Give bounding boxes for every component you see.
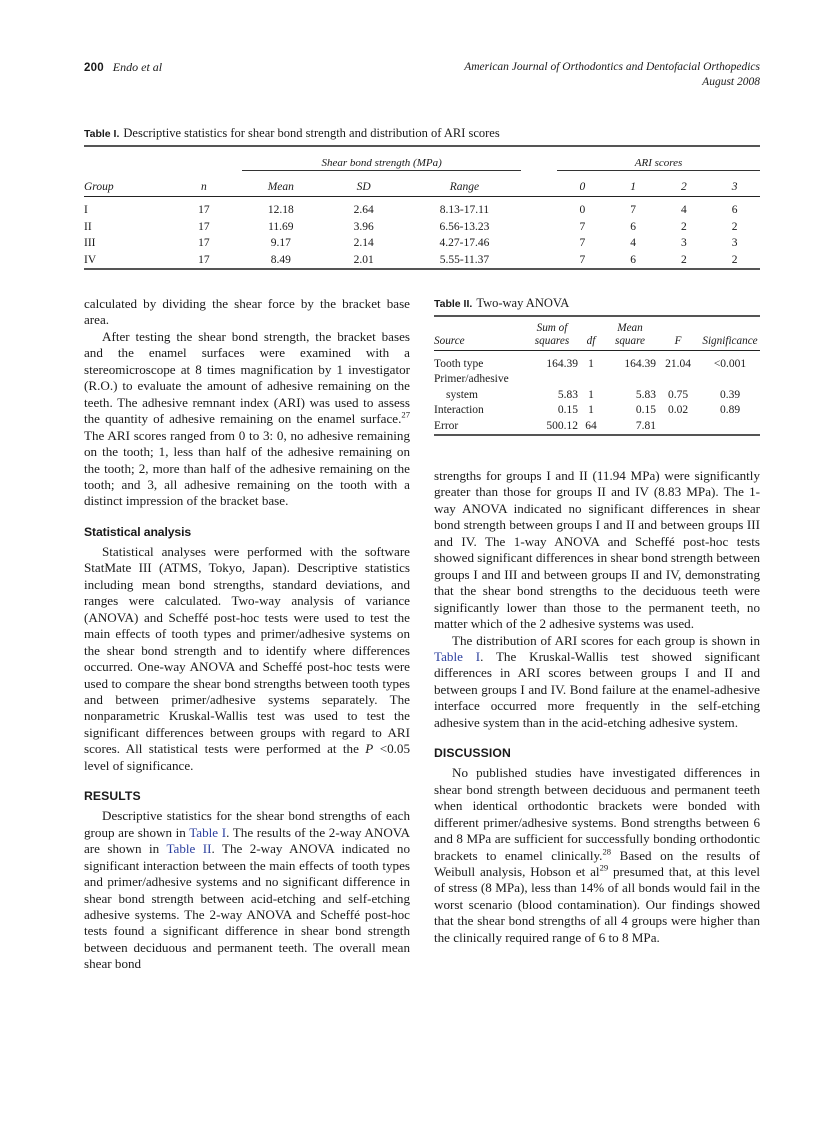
paragraph-anova-results: strengths for groups I and II (11.94 MPa) were significantly greater than those for groups II and IV (8.83 MPa). The 1-way ANOVA indicated no significant differences in shear bond strength between groups I and II and between groups III and IV. The 1-way ANOVA and Scheffé post-hoc tests showed significant differences in shear bond strength between groups I and III and between groups II and IV, demonstrating that the shear bond strengths to the deciduous teeth were significantly lower than those to the permanent teeth, no matter which of the 2 adhesive systems was used. (434, 468, 760, 632)
table-2-col-significance: Significance (702, 334, 758, 347)
para-results-b: . The results of the 2-way ANOVA are shown in (84, 824, 410, 857)
table-2-r1-ss (526, 372, 578, 388)
table-1-r3-ari0: 7 (579, 253, 586, 266)
table-2-r0-source: Tooth type (434, 357, 484, 370)
paragraph-discussion (434, 765, 760, 946)
para-ari-part-a: After testing the shear bond strength, the bracket bases and the enamel surfaces were examined with a stereomicroscope at 8 times magnification by 1 investigator (R.O.) to evaluate the amount of adhesive remaining on the teeth. The adhesive remnant index (ARI) was used to assess the quantity of adhesive remaining on the enamel surface. (84, 328, 410, 427)
journal-page (84, 0, 760, 1122)
table-row (434, 356, 760, 372)
table-1-group-ari: ARI scores (557, 152, 760, 171)
table-2-r4-f (656, 418, 700, 435)
table-1-r1-group: II (84, 220, 92, 233)
table-2-r4-source: Error (434, 419, 459, 432)
paragraph-ari-definition (84, 329, 410, 510)
heading-discussion: DISCUSSION (434, 746, 511, 761)
citation-29: 29 (599, 862, 609, 873)
table-1-col-ari2: 2 (680, 181, 687, 193)
table-2-col-ms-line1: Mean (617, 322, 643, 334)
table-1-r1-n: 17 (198, 220, 210, 233)
xref-table-1[interactable]: Table I (434, 648, 481, 664)
table-1-r0-mean: 12.18 (267, 204, 294, 217)
para-stat-main: Statistical analyses were performed with the software StatMate III (ATMS, Tokyo, Japan). Descriptive statistics including mean bond strengths, standard deviations, and ranges were calculated. Two-way analysis of variance (ANOVA) and Scheffé post-hoc tests were used to test the main effects of tooth types and primer/adhesive systems on the shear bond strength and to identify where differences occurred. One-way ANOVA and Scheffé post-hoc tests were used to compare the shear bond strengths between tooth types and between primer/adhesive systems separately. The nonparametric Kruskal-Wallis test was used to test the significant differences between groups with regard to ARI scores. All statistical tests were performed at the (84, 543, 410, 757)
citation-28: 28 (602, 846, 612, 857)
table-1-r3-ari1: 6 (630, 253, 637, 266)
table-1-r1-range: 6.56-13.23 (439, 220, 490, 233)
table-row (434, 387, 760, 403)
table-2-caption-text: Two-way ANOVA (476, 296, 570, 310)
table-2-col-ms-line2: square (614, 334, 646, 347)
table-1-r0-ari0: 0 (579, 204, 586, 217)
table-2-r1-ms (604, 372, 656, 388)
table-1-group-shear: Shear bond strength (MPa) (242, 152, 521, 171)
para-ari-part-b: The ARI scores ranged from 0 to 3: 0, no adhesive remaining on the tooth; 1, less than half of the adhesive remaining on the tooth; 2, more than half of the adhesive remaining on the tooth; and 3, all adhesive remaining on the tooth with a distinct impression of the bracket base. (84, 427, 410, 509)
paragraph-continued: calculated by dividing the shear force by the bracket base area. (84, 296, 410, 328)
table-1-col-range: Range (449, 181, 480, 193)
table-2-bottom-rule (434, 435, 760, 441)
table-1-r2-mean: 9.17 (270, 237, 291, 250)
table-2-col-f: F (674, 334, 682, 347)
table-2-col-ss-line1: Sum of (536, 322, 568, 334)
table-2-r1-source: Primer/adhesive (434, 373, 509, 386)
table-1-col-group: Group (84, 181, 114, 193)
table-row (84, 235, 760, 252)
running-head-authors: Endo et al (112, 60, 163, 74)
table-1-r2-ari1: 4 (630, 237, 637, 250)
table-1-r1-ari2: 2 (680, 220, 687, 233)
table-2-r3-ss: 0.15 (557, 404, 578, 417)
table-1-r2-ari0: 7 (579, 237, 586, 250)
issue-date: August 2008 (702, 76, 760, 88)
table-2-r0-f: 21.04 (665, 357, 691, 370)
heading-results: RESULTS (84, 789, 141, 804)
table-1-r0-range: 8.13-17.11 (439, 204, 490, 217)
citation-27: 27 (401, 409, 410, 420)
table-1-r3-range: 5.55-11.37 (439, 253, 490, 266)
table-2-r0-ss: 164.39 (546, 357, 578, 370)
table-2-r2-ms: 5.83 (635, 388, 656, 401)
table-2-r2-f: 0.75 (667, 388, 689, 401)
table-2-r4-ms: 7.81 (635, 419, 656, 432)
table-1-r3-mean: 8.49 (270, 253, 291, 266)
table-1-r0-sd: 2.64 (353, 204, 374, 217)
para-disc-c: presumed that, at this level of stress (8 MPa), less than 14% of all bonds would fail in the worst scenario (blood contamination). Our findings showed that the shear bond strengths of all 4 groups were higher than the clinically required range of 6 to 8 MPa. (434, 863, 760, 945)
table-2-col-ss-line2: squares (534, 334, 570, 347)
table-row (84, 252, 760, 270)
table-2-col-mean-square (604, 322, 656, 351)
table-2-r1-f (656, 372, 700, 388)
table-1-group-header-row (84, 152, 760, 171)
table-1-r3-sd: 2.01 (353, 253, 374, 266)
table-1-column-header-row (84, 171, 760, 197)
xref-table-1[interactable]: Table I (189, 824, 227, 840)
paragraph-ari-distribution (434, 633, 760, 732)
running-head-right (464, 60, 760, 90)
table-1-r0-ari2: 4 (680, 204, 687, 217)
table-1-r2-range: 4.27-17.46 (439, 237, 490, 250)
table-1-label: Table I. (84, 128, 120, 140)
table-2-col-source: Source (434, 334, 465, 347)
table-1-r0-n: 17 (198, 204, 210, 217)
table-1-col-mean: Mean (267, 181, 294, 193)
table-2-label: Table II. (434, 298, 473, 310)
table-1-r1-ari0: 7 (579, 220, 586, 233)
table-1-col-ari1: 1 (630, 181, 637, 193)
table-1-r2-sd: 2.14 (353, 237, 374, 250)
table-1-r3-ari2: 2 (680, 253, 687, 266)
table-2-r0-ms: 164.39 (624, 357, 656, 370)
table-2-r2-df: 1 (588, 388, 594, 401)
para-stat-end: <0.05 level of significance. (84, 741, 410, 773)
table-1-r2-ari3: 3 (731, 237, 738, 250)
running-head (84, 60, 760, 100)
table-1-r2-group: III (84, 237, 96, 250)
table-2-r2-ss: 5.83 (557, 388, 578, 401)
table-2-r3-source: Interaction (434, 404, 484, 417)
table-1-col-ari3: 3 (731, 181, 738, 193)
table-2-col-df: df (586, 334, 596, 347)
paragraph-results (84, 808, 410, 973)
table-2-caption (434, 296, 760, 311)
table-1-r1-ari1: 6 (630, 220, 637, 233)
xref-table-2[interactable]: Table II (166, 841, 212, 857)
para-ari-dist-b: . The Kruskal-Wallis test showed significant differences in ARI scores between groups I and II and between groups I and IV. Bond failure at the enamel-adhesive interface occurred more frequently in the self-etching adhesive system than in the acid-etching adhesive system. (434, 648, 760, 730)
table-1-col-sd: SD (356, 181, 371, 193)
table-row (434, 418, 760, 435)
table-row (84, 219, 760, 236)
table-1-caption (84, 126, 760, 141)
table-2-col-sum-of-squares (526, 322, 578, 351)
table-row (84, 202, 760, 219)
table-2-container (434, 296, 760, 441)
table-1-r2-n: 17 (198, 237, 210, 250)
table-2-column-header-row (434, 322, 760, 351)
table-1-r0-ari1: 7 (630, 204, 637, 217)
table-2-r3-sig: 0.89 (719, 404, 741, 417)
heading-statistical-analysis: Statistical analysis (84, 524, 192, 539)
para-disc-b: Based on the results of Weibull analysis, Hobson et al (434, 847, 760, 879)
table-2-r3-f: 0.02 (667, 404, 689, 417)
table-1-caption-text: Descriptive statistics for shear bond strength and distribution of ARI scores (123, 126, 500, 140)
table-1-r2-ari2: 3 (680, 237, 687, 250)
table-1-r3-group: IV (84, 253, 97, 266)
para-ari-dist-a: The distribution of ARI scores for each group is shown in (452, 632, 760, 648)
page-number: 200 (84, 62, 104, 74)
table-2-r2-sig: 0.39 (719, 388, 741, 401)
table-1-col-n: n (200, 181, 207, 193)
table-2-r2-source: system (446, 388, 478, 401)
table-1 (84, 145, 760, 275)
table-row (434, 403, 760, 419)
para-results-c: . The 2-way ANOVA indicated no significant interaction between the main effects of tooth types and primer/adhesive systems and no significant difference in shear bond strength between acid-etching and self-etching adhesive systems. The 2-way ANOVA and Scheffé post-hoc tests found a significant difference in shear bond strength between deciduous and permanent teeth. The overall mean shear bond (84, 841, 410, 972)
table-1-col-ari0: 0 (579, 181, 586, 193)
table-1-container (84, 126, 760, 275)
table-2 (434, 315, 760, 441)
table-1-r1-sd: 3.96 (353, 220, 374, 233)
table-2-r1-sig (700, 372, 760, 388)
p-value-symbol: P (365, 741, 374, 757)
paragraph-statistical-methods (84, 544, 410, 774)
left-text-column (84, 296, 410, 973)
table-2-r4-df: 64 (585, 419, 597, 432)
table-1-r0-group: I (84, 204, 88, 217)
table-1-r0-ari3: 6 (731, 204, 738, 217)
table-2-r3-ms: 0.15 (635, 404, 656, 417)
table-row (434, 372, 760, 388)
table-2-r4-sig (700, 418, 760, 435)
table-1-bottom-rule (84, 269, 760, 275)
table-1-r3-n: 17 (198, 253, 210, 266)
right-text-column (434, 468, 760, 946)
para-disc-a: No published studies have investigated differences in shear bond strength between deciduous and permanent teeth when identical orthodontic brackets were bonded with different primer/adhesive systems. Bond strengths between 6 and 8 MPa are sufficient for successfully bonding orthodontic brackets to enamel clinically. (434, 765, 760, 863)
table-1-r3-ari3: 2 (731, 253, 738, 266)
table-2-r0-df: 1 (588, 357, 594, 370)
running-head-left (84, 60, 162, 75)
para-results-a: Descriptive statistics for the shear bond strengths of each group are shown in (84, 808, 410, 840)
table-2-r4-ss: 500.12 (546, 419, 578, 432)
table-2-r1-df (578, 372, 604, 388)
table-1-r1-mean: 11.69 (268, 220, 294, 233)
table-1-r1-ari3: 2 (731, 220, 738, 233)
table-2-r3-df: 1 (588, 404, 594, 417)
table-2-r0-sig: <0.001 (713, 357, 747, 370)
journal-title: American Journal of Orthodontics and Dentofacial Orthopedics (464, 61, 760, 73)
